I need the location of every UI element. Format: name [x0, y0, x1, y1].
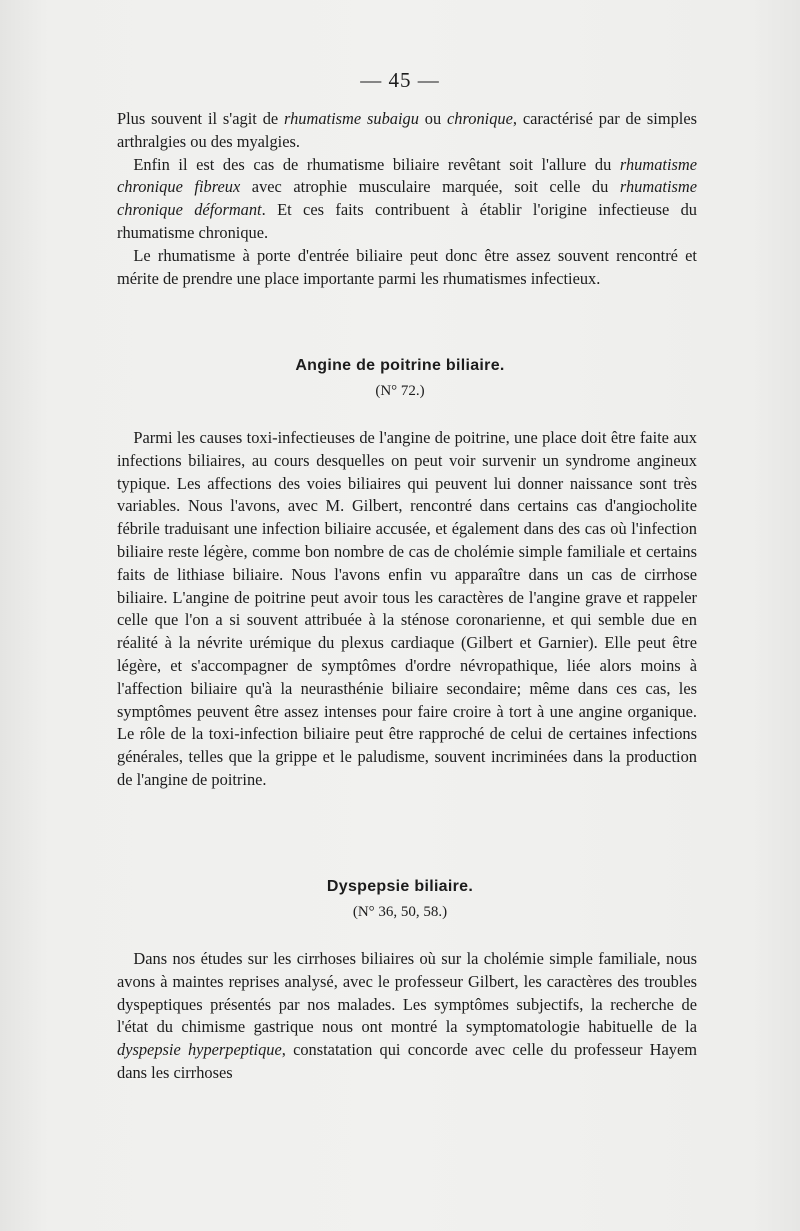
paragraph-dyspepsie: Dans nos études sur les cirrhoses biliaires où sur la cholémie simple familiale, nous avons à maintes reprises analysé, avec le professeur Gilbert, les caractères des troubles dyspeptiques présentés par nos malades. Les symptômes subjectifs, la recherche de l'état du chimisme gastrique nous ont montré la symptomatologie habituelle de la dyspepsie hyperpeptique, constatation qui concorde avec celle du professeur Hayem dans les cirrhoses [117, 949, 698, 1082]
intro-text [117, 108, 697, 290]
paragraph-rhumatisme-conclusion: Le rhumatisme à porte d'entrée biliaire peut donc être assez souvent rencontré et mérite de prendre une place importante parmi les rhumatismes infectieux. [117, 245, 697, 288]
section-title-dyspepsie: Dyspepsie biliaire. [326, 878, 474, 895]
paragraph-angine: Parmi les causes toxi-infectieuses de l'angine de poitrine, une place doit être faite aux infections biliaires, au cours desquelles on peut voir survenir un syndrome angineux typique. Les affections des voies biliaires qui peuvent lui donner naissance sont très variables. Nous l'avons, avec M. Gilbert, rencontré dans certains cas d'angiocholite fébrile traduisant une infection biliaire accusée, et également dans des cas où l'infection biliaire reste légère, comme bon nombre de cas de cholémie simple familiale et certains faits de lithiase biliaire. Nous l'avons enfin vu apparaître dans un cas de cirrhose biliaire. L'angine de poitrine peut avoir tous les caractères de l'angine grave et rappeler celle que l'on a si souvent attribuée à la sténose coronarienne, et qui semble due en réalité à la névrite urémique du plexus cardiaque (Gilbert et Garnier). Elle peut être légère, et s'accompagner de symptômes d'ordre névropathique, liée alors moins à l'affection biliaire qu'à la neurasthénie biliaire secondaire; même dans ces cas, les symptômes peuvent être assez intenses pour faire croire à tort à une angine organique. Le rôle de la toxi-infection biliaire peut être rapproché de celui de certaines infections générales, telles que la grippe et le paludisme, souvent incriminées dans la production de l'angine de poitrine. [117, 428, 697, 789]
section-title-angine: Angine de poitrine biliaire. [295, 357, 505, 374]
angine-text [117, 427, 697, 792]
page-number: — 45 — [360, 68, 440, 92]
section-ref-dyspepsie: (N° 36, 50, 58.) [352, 904, 448, 920]
paragraph-rhumatisme-subaigu: Plus souvent il s'agit de rhumatisme subaigu ou chronique, caractérisé par de simples arthralgies ou des myalgies. [117, 109, 697, 151]
dyspepsie-text [117, 948, 697, 1085]
section-ref-angine: (N° 72.) [375, 383, 425, 399]
paragraph-rhumatisme-chronique: Enfin il est des cas de rhumatisme biliaire revêtant soit l'allure du rhumatisme chronique fibreux avec atrophie musculaire marquée, soit celle du rhumatisme chronique déformant. Et ces faits contribuent à établir l'origine infectieuse du rhumatisme chronique. [117, 154, 698, 242]
